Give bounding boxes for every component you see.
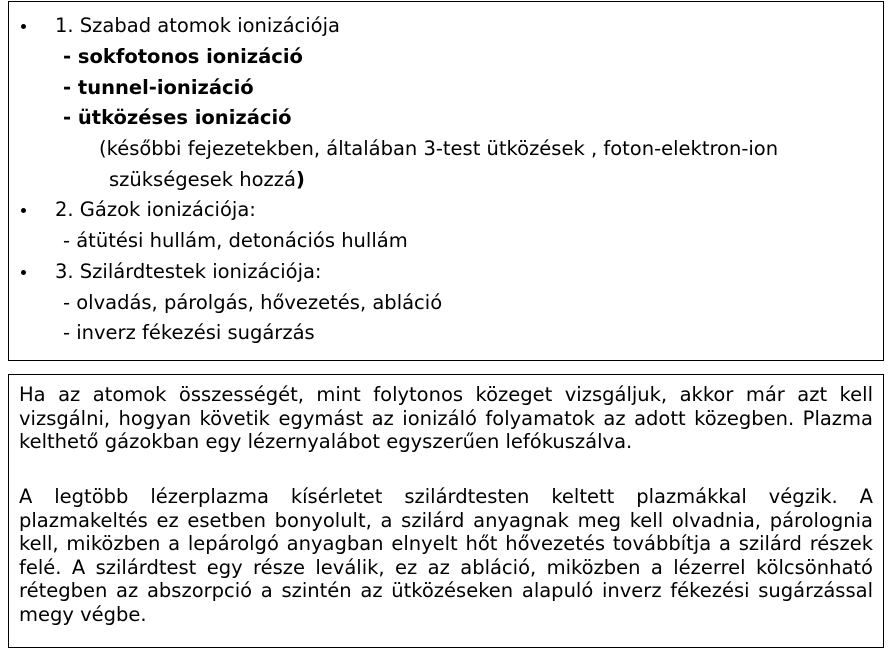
paragraph-1: Ha az atomok összességét, mint folytonos közeget vizsgáljuk, akkor már azt kell vizsgálni, hogyan követik egymást az ionizáló folyamatok az adott közegben. Plazma kelthető gázokban egy lézernyalábot egyszerűen lefókuszálva.	[19, 383, 873, 453]
outline-item-1-sub-3: - ütközéses ionizáció	[63, 106, 292, 129]
outline-item-1-sub-1: - sokfotonos ionizáció	[63, 45, 303, 68]
outline-item-1-note-line-2	[109, 168, 305, 192]
paragraph-2: A legtöbb lézerplazma kísérletet szilárdtesten keltett plazmákkal végzik. A plazmakeltés ez esetben bonyolult, a szilárd anyagnak meg kell olvadnia, párolognia kell, miközben a lepárolgó anyagban elnyelt hőt hővezetés továbbítja a szilárd részek felé. A szilárdtest egy része leválik, ez az abláció, miközben a lézerrel kölcsönható rétegben az abszorpció a szintén az ütközéseken alapuló inverz fékezési sugárzással megy végbe.	[19, 485, 873, 626]
bullet-icon	[21, 270, 26, 275]
bullet-icon	[21, 24, 26, 29]
bullet-icon	[21, 208, 26, 213]
outline-item-1-note-text: szükségesek hozzá	[109, 168, 296, 191]
ionization-outline-box	[8, 1, 884, 361]
outline-item-2-sub-1: - átütési hullám, detonációs hullám	[63, 229, 408, 252]
plasma-explanation-box	[8, 374, 884, 648]
outline-item-1-note-line-1: (későbbi fejezetekben, általában 3-test ütközések , foton-elektron-ion	[99, 137, 779, 160]
outline-item-1-note-close: )	[295, 168, 305, 191]
outline-item-2-title: 2. Gázok ionizációja:	[55, 198, 256, 221]
outline-item-3-title: 3. Szilárdtestek ionizációja:	[55, 260, 322, 283]
outline-item-1-sub-2: - tunnel-ionizáció	[63, 76, 254, 99]
outline-item-1-title: 1. Szabad atomok ionizációja	[55, 14, 340, 37]
outline-item-3-sub-1: - olvadás, párolgás, hővezetés, abláció	[63, 291, 443, 314]
outline-item-3-sub-2: - inverz fékezési sugárzás	[63, 321, 315, 344]
